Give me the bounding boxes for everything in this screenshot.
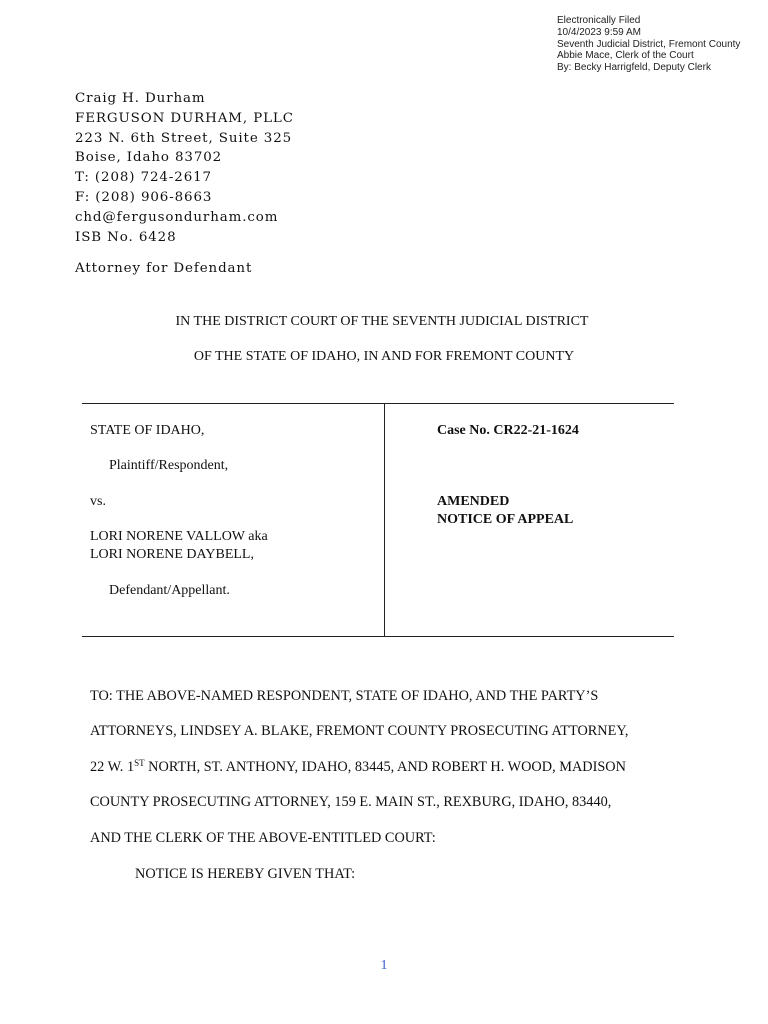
plaintiff-name: STATE OF IDAHO, bbox=[90, 423, 205, 438]
court-heading-line1: IN THE DISTRICT COURT OF THE SEVENTH JUDICIAL DISTRICT bbox=[175, 314, 589, 329]
page-number: 1 bbox=[380, 958, 388, 973]
attorney-phone: T: (208) 724-2617 bbox=[75, 170, 212, 186]
attorney-block bbox=[75, 89, 294, 279]
defendant-name-line2: LORI NORENE DAYBELL, bbox=[90, 547, 254, 562]
stamp-district: Seventh Judicial District, Fremont County bbox=[557, 38, 741, 50]
body-line-3-pre: 22 W. 1 bbox=[90, 759, 135, 775]
attorney-address-city: Boise, Idaho 83702 bbox=[75, 150, 223, 166]
defendant-name-line1: LORI NORENE VALLOW aka bbox=[90, 529, 268, 544]
attorney-email: chd@fergusondurham.com bbox=[75, 209, 279, 225]
body-line-3-post: NORTH, ST. ANTHONY, IDAHO, 83445, AND ROBERT H. WOOD, MADISON bbox=[144, 759, 626, 775]
filing-stamp bbox=[557, 15, 740, 74]
stamp-deputy: By: Becky Harrigfeld, Deputy Clerk bbox=[557, 62, 711, 74]
stamp-clerk: Abbie Mace, Clerk of the Court bbox=[557, 50, 694, 62]
case-caption bbox=[82, 403, 674, 637]
notice-given-line: NOTICE IS HEREBY GIVEN THAT: bbox=[135, 866, 356, 882]
stamp-timestamp: 10/4/2023 9:59 AM bbox=[557, 26, 641, 38]
body-line-4: COUNTY PROSECUTING ATTORNEY, 159 E. MAIN ST., REXBURG, IDAHO, 83440, bbox=[90, 794, 612, 810]
attorney-role: Attorney for Defendant bbox=[75, 261, 253, 277]
caption-divider bbox=[384, 404, 385, 636]
document-title-line2: NOTICE OF APPEAL bbox=[437, 512, 574, 527]
body-line-5: AND THE CLERK OF THE ABOVE-ENTITLED COURT: bbox=[90, 830, 436, 846]
body-line-3-superscript: ST bbox=[134, 758, 145, 768]
body-line-1: TO: THE ABOVE-NAMED RESPONDENT, STATE OF IDAHO, AND THE PARTY’S bbox=[90, 688, 599, 704]
attorney-isb: ISB No. 6428 bbox=[75, 229, 177, 245]
attorney-firm: FERGUSON DURHAM, PLLC bbox=[75, 110, 294, 126]
defendant-role: Defendant/Appellant. bbox=[109, 583, 230, 598]
body-line-3 bbox=[90, 759, 626, 776]
case-number: Case No. CR22-21-1624 bbox=[437, 423, 579, 438]
stamp-filed-label: Electronically Filed bbox=[557, 15, 641, 26]
document-title-line1: AMENDED bbox=[437, 494, 510, 509]
attorney-address-street: 223 N. 6th Street, Suite 325 bbox=[75, 130, 293, 146]
attorney-name: Craig H. Durham bbox=[75, 91, 206, 106]
attorney-fax: F: (208) 906-8663 bbox=[75, 189, 213, 205]
court-heading-line2: OF THE STATE OF IDAHO, IN AND FOR FREMONT COUNTY bbox=[193, 349, 575, 364]
plaintiff-role: Plaintiff/Respondent, bbox=[109, 458, 229, 473]
body-line-2: ATTORNEYS, LINDSEY A. BLAKE, FREMONT COUNTY PROSECUTING ATTORNEY, bbox=[90, 723, 629, 739]
versus: vs. bbox=[90, 494, 106, 509]
